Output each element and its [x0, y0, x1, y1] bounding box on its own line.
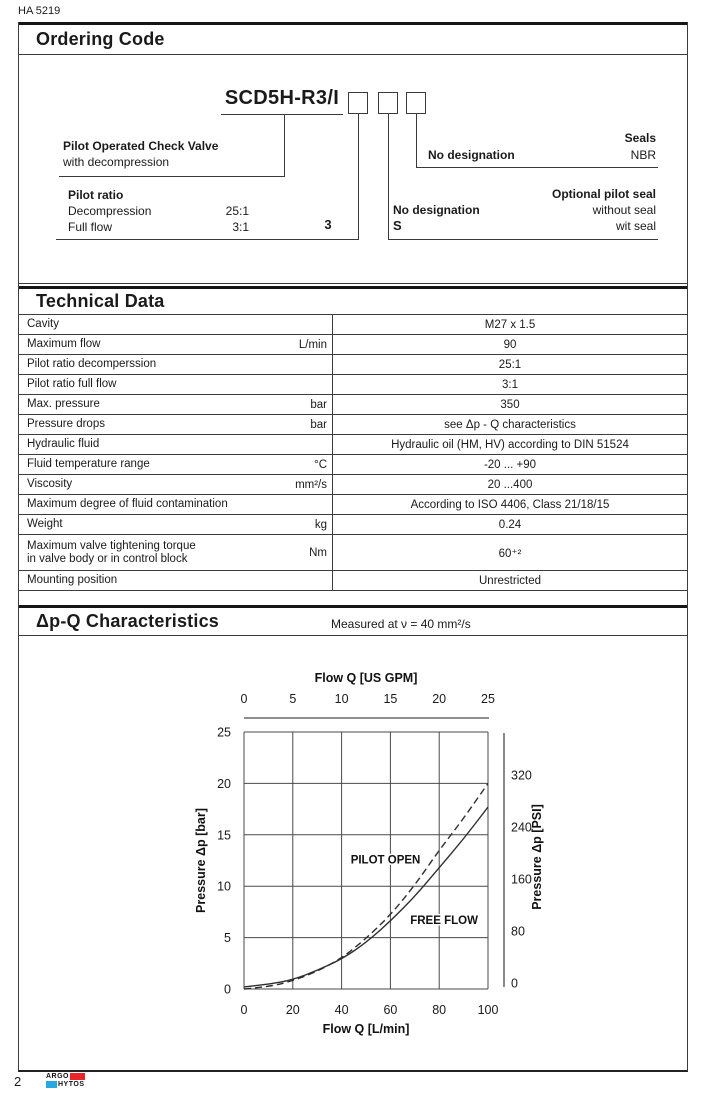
argo-hytos-logo [46, 1072, 85, 1088]
bottom-axis-tick: 60 [383, 1003, 398, 1017]
optional-seal-code: No designation [393, 203, 480, 217]
right-axis-tick: 320 [511, 768, 532, 783]
bottom-axis-tick: 80 [432, 1003, 447, 1017]
table-row [19, 515, 687, 535]
table-row [19, 495, 687, 515]
right-axis-tick: 0 [511, 976, 518, 991]
technical-data-table [19, 315, 687, 591]
seals-label: NBR [630, 148, 656, 162]
parameter-cell [19, 375, 332, 394]
product-name: Pilot Operated Check Valve [63, 139, 219, 153]
parameter-cell [19, 395, 332, 414]
logo-word-hytos: HYTOS [58, 1080, 85, 1088]
parameter-name: Weight [27, 518, 63, 530]
parameter-name: Hydraulic fluid [27, 438, 100, 450]
dpq-characteristics-header [19, 605, 687, 636]
bottom-axis-tick: 0 [240, 1003, 248, 1017]
bottom-axis-tick: 20 [285, 1003, 300, 1017]
pilot-ratio-label: Decompression [68, 204, 152, 218]
code-box-1 [348, 92, 368, 114]
ordering-code-diagram [19, 55, 687, 284]
pilot-ratio-code: 3 [324, 217, 332, 232]
parameter-name: Pilot ratio decomperssion [27, 358, 157, 370]
optional-pilot-seal-title: Optional pilot seal [551, 187, 656, 201]
section-gap [19, 591, 687, 605]
page-number: 2 [14, 1074, 22, 1089]
logo-blue-rect-icon [46, 1081, 57, 1088]
connector-box2 [388, 114, 389, 240]
seals-code: No designation [428, 148, 515, 162]
parameter-unit: L/min [298, 338, 327, 351]
table-row [19, 315, 687, 335]
product-subtitle: with decompression [63, 155, 170, 169]
model-code: SCD5H-R3/I [224, 87, 340, 109]
parameter-unit: mm²/s [295, 478, 327, 491]
connector-box3 [416, 114, 417, 168]
table-row [19, 475, 687, 495]
product-underline [59, 176, 284, 177]
parameter-cell [19, 535, 332, 570]
right-axis-tick: 160 [511, 872, 532, 887]
parameter-cell [19, 495, 332, 514]
measurement-condition: Measured at ν = 40 mm²/s [331, 617, 471, 631]
parameter-value: see Δp - Q characteristics [332, 415, 687, 434]
parameter-cell [19, 571, 332, 590]
parameter-cell [19, 335, 332, 354]
parameter-cell [19, 415, 332, 434]
parameter-value: Unrestricted [332, 571, 687, 590]
left-axis-tick: 25 [217, 725, 231, 740]
curve-label-free-flow: FREE FLOW [410, 915, 478, 928]
dpq-characteristics-title: Δp-Q Characteristics [36, 611, 219, 631]
connector-box1 [358, 114, 359, 240]
parameter-name: Viscosity [27, 478, 73, 490]
optional-seal-label: without seal [592, 203, 656, 217]
dpq-chart [19, 636, 689, 1072]
parameter-value: 0.24 [332, 515, 687, 534]
bottom-axis-tick: 100 [477, 1003, 499, 1017]
pilot-ratio-row [68, 220, 249, 234]
top-axis-tick: 10 [334, 692, 349, 706]
seals-underline [416, 167, 658, 168]
parameter-name: Maximum valve tightening torque in valve body or in control block [27, 539, 196, 565]
table-row [19, 571, 687, 591]
parameter-cell [19, 515, 332, 534]
parameter-name: Cavity [27, 318, 59, 330]
model-code-underline [221, 114, 343, 115]
left-axis-tick: 0 [224, 982, 231, 997]
left-axis-tick: 15 [217, 828, 231, 843]
dpq-chart-area [19, 636, 687, 1072]
parameter-unit: bar [310, 398, 327, 411]
pilot-ratio-value: 3:1 [232, 220, 249, 234]
table-row [19, 435, 687, 455]
parameter-name: Max. pressure [27, 398, 100, 410]
logo-red-rect-icon [70, 1073, 85, 1080]
page-frame [18, 22, 688, 1072]
seals-title: Seals [624, 131, 656, 145]
top-axis-tick: 25 [481, 692, 495, 706]
table-row [19, 335, 687, 355]
table-row [19, 395, 687, 415]
top-axis-title: Flow Q [US GPM] [314, 671, 418, 685]
parameter-unit: Nm [309, 546, 327, 559]
top-axis-tick: 15 [383, 692, 398, 706]
table-row [19, 415, 687, 435]
optional-seal-label: wit seal [615, 219, 656, 233]
bottom-axis-tick: 40 [334, 1003, 349, 1017]
pilot-ratio-underline [56, 239, 359, 240]
parameter-cell [19, 455, 332, 474]
left-axis-tick: 5 [224, 931, 231, 946]
right-axis-tick: 240 [511, 820, 532, 835]
logo-word-argo: ARGO [46, 1072, 69, 1080]
ordering-code-title: Ordering Code [36, 29, 165, 49]
parameter-unit: kg [314, 518, 327, 531]
left-axis-tick: 10 [217, 879, 231, 894]
pilot-ratio-label: Full flow [68, 220, 113, 234]
technical-data-header [19, 286, 687, 315]
parameter-value: -20 ... +90 [332, 455, 687, 474]
parameter-value: M27 x 1.5 [332, 315, 687, 334]
curve-label-pilot-open: PILOT OPEN [350, 854, 421, 867]
pilot-ratio-row [68, 204, 249, 218]
parameter-name: Maximum flow [27, 338, 101, 350]
right-axis-tick: 80 [511, 924, 525, 939]
table-row [19, 355, 687, 375]
document-code: HA 5219 [18, 5, 61, 17]
table-row [19, 375, 687, 395]
parameter-value: According to ISO 4406, Class 21/18/15 [332, 495, 687, 514]
parameter-value: 20 ...400 [332, 475, 687, 494]
parameter-cell [19, 475, 332, 494]
parameter-unit: °C [314, 458, 327, 471]
ordering-code-header [19, 22, 687, 55]
parameter-value: 60⁺² [332, 535, 687, 570]
parameter-value: 350 [332, 395, 687, 414]
parameter-name: Fluid temperature range [27, 458, 150, 470]
parameter-value: Hydraulic oil (HM, HV) according to DIN 51524 [332, 435, 687, 454]
top-axis-tick: 0 [240, 692, 248, 706]
left-axis-tick: 20 [217, 776, 231, 791]
table-row [19, 535, 687, 571]
parameter-value: 25:1 [332, 355, 687, 374]
left-axis-title: Pressure Δp [bar] [194, 808, 208, 913]
right-axis-title: Pressure Δp [PSI] [530, 804, 544, 910]
table-row [19, 455, 687, 475]
parameter-name: Pilot ratio full flow [27, 378, 117, 390]
technical-data-title: Technical Data [36, 291, 165, 311]
pilot-ratio-value: 25:1 [225, 204, 249, 218]
pilot-ratio-title: Pilot ratio [68, 188, 124, 202]
optional-seal-underline [388, 239, 658, 240]
code-box-2 [378, 92, 398, 114]
parameter-unit: bar [310, 418, 327, 431]
top-axis-tick: 5 [289, 692, 297, 706]
bottom-axis-title: Flow Q [L/min] [322, 1022, 410, 1036]
parameter-value: 90 [332, 335, 687, 354]
optional-seal-code: S [393, 218, 402, 233]
parameter-cell [19, 435, 332, 454]
parameter-name: Maximum degree of fluid contamination [27, 498, 228, 510]
top-axis-tick: 20 [432, 692, 447, 706]
parameter-name: Mounting position [27, 574, 118, 586]
parameter-cell [19, 355, 332, 374]
parameter-cell [19, 315, 332, 334]
parameter-name: Pressure drops [27, 418, 105, 430]
parameter-value: 3:1 [332, 375, 687, 394]
code-box-3 [406, 92, 426, 114]
connector-product [284, 115, 285, 177]
